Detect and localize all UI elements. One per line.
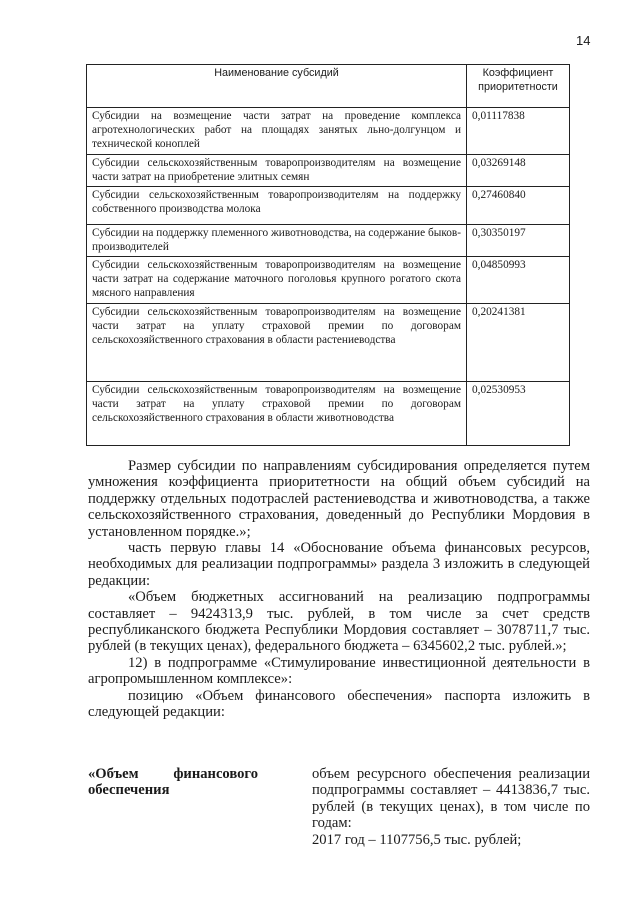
passport-year-line: 2017 год – 1107756,5 тыс. рублей;: [312, 831, 522, 848]
coefficient-cell: 0,04850993: [467, 257, 570, 304]
passport-label-line1: «Объем финансового: [88, 766, 258, 782]
coefficient-cell: 0,30350197: [467, 225, 570, 257]
table-row: [87, 187, 570, 225]
header-coefficient-line2: приоритетности: [478, 81, 558, 93]
coefficient-cell: 0,03269148: [467, 155, 570, 187]
subsidy-name-cell: Субсидии на поддержку племенного животноводства, на содержание быков-производителей: [87, 225, 467, 257]
header-subsidy-name: Наименование субсидий: [87, 65, 467, 108]
table-header-row: [87, 65, 570, 108]
table-row: [87, 155, 570, 187]
subsidy-name-cell: Субсидии сельскохозяйственным товаропроизводителям на возмещение части затрат на уплату страховой премии по договорам сельскохозяйственного страхования в области растениеводства: [87, 304, 467, 382]
coefficient-cell: 0,20241381: [467, 304, 570, 382]
paragraph-budget-volume: «Объем бюджетных ассигнований на реализацию подпрограммы составляет – 9424313,9 тыс. рублей, в том числе за счет средств республиканского бюджета Республики Мордовия составляет – 3078711,7 тыс. рублей (в текущих ценах), федерального бюджета – 6345602,2 тыс. рублей.»;: [88, 589, 590, 655]
paragraph-subsidy-size: Размер субсидии по направлениям субсидирования определяется путем умножения коэффициента приоритетности на общий объем субсидий на поддержку отдельных подотраслей растениеводства и животноводства, а также сельскохозяйственного страхования, доведенный до Республики Мордовия в установленном порядке.»;: [88, 458, 590, 540]
subsidy-name-cell: Субсидии на возмещение части затрат на проведение комплекса агротехнологических работ на площадях занятых льно-долгунцом и технической коноплей: [87, 108, 467, 155]
passport-value-text: объем ресурсного обеспечения реализации подпрограммы составляет – 4413836,7 тыс. рублей (в текущих ценах), в том числе по годам:: [312, 766, 590, 832]
coefficient-cell: 0,01117838: [467, 108, 570, 155]
table-row: [87, 257, 570, 304]
paragraph-item-12: 12) в подпрограмме «Стимулирование инвестиционной деятельности в агропромышленном комплексе»:: [88, 654, 590, 688]
body-text: [88, 458, 590, 721]
subsidy-name-cell: Субсидии сельскохозяйственным товаропроизводителям на возмещение части затрат на содержание маточного поголовья крупного рогатого скота мясного направления: [87, 257, 467, 304]
page-number: 14: [576, 33, 591, 48]
subsidy-name-cell: Субсидии сельскохозяйственным товаропроизводителям на возмещение части затрат на уплату страховой премии по договорам сельскохозяйственного страхования в области животноводства: [87, 382, 467, 446]
table-row: [87, 225, 570, 257]
header-coefficient: [467, 65, 570, 108]
passport-value: [312, 766, 590, 848]
subsidy-name-cell: Субсидии сельскохозяйственным товаропроизводителям на возмещение части затрат на приобретение элитных семян: [87, 155, 467, 187]
passport-label-line2: обеспечения: [88, 782, 170, 799]
table-row: [87, 382, 570, 446]
table-row: [87, 108, 570, 155]
subsidy-table: [86, 64, 570, 446]
paragraph-passport-position: позицию «Объем финансового обеспечения» паспорта изложить в следующей редакции:: [88, 687, 590, 721]
subsidy-name-cell: Субсидии сельскохозяйственным товаропроизводителям на поддержку собственного производства молока: [87, 187, 467, 225]
table-row: [87, 304, 570, 382]
paragraph-chapter-14: часть первую главы 14 «Обоснование объема финансовых ресурсов, необходимых для реализации подпрограммы» раздела 3 изложить в следующей редакции:: [88, 540, 590, 589]
header-coefficient-line1: Коэффициент: [482, 67, 554, 79]
passport-label: [88, 766, 258, 799]
coefficient-cell: 0,27460840: [467, 187, 570, 225]
coefficient-cell: 0,02530953: [467, 382, 570, 446]
